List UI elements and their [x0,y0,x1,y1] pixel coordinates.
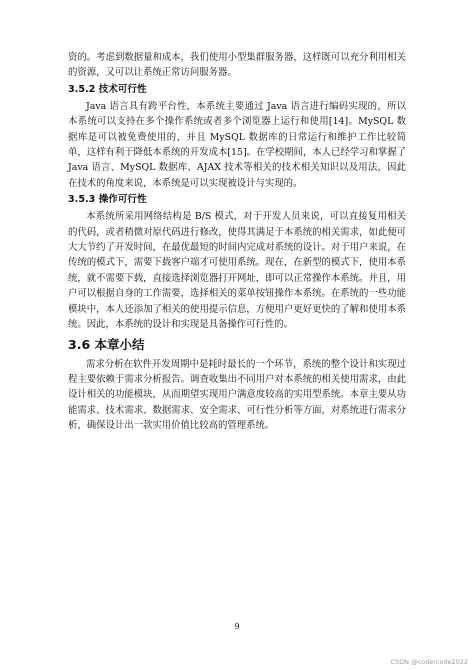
section-3-6-text: 需求分析在软件开发周期中是耗时最长的一个环节，系统的整个设计和实现过程主要依赖于需求分析报告。调查收集出不同用户对本系统的相关使用需求，由此设计相关的功能模块，从而期望实现用户满意度较高的实用型系统。本章主要从功能需求、技术需求、数据需求、安全需求、可行性分析等方面，对系统进行需求分析，确保设计出一款实用价值比较高的管理系统。 [68,358,406,432]
section-3-6-heading: 3.6 本章小结 [68,336,145,352]
csdn-watermark: CSDN @codercode2022 [390,658,468,666]
section-3-5-3-text: 本系统所采用网络结构是 B/S 模式，对于开发人员来说，可以直接复用相关的代码，或者稍微对原代码进行修改，使得其满足于本系统的相关需求，如此便可大大节约了开发时间，在最优最短的时间内完成对系统的设计。对于用户来说，在传统的模式下，需要下载客户端才可使用系统。现在，在新型的模式下，使用本系统，就不需要下载，直接选择浏览器打开网址，即可以正常操作本系统。并且，用户可以根据自身的工作需要，选择相关的菜单按钮操作本系统。在系统的一些功能模块中，本人还添加了相关的使用提示信息，方便用户更好更快的了解和使用本系统。因此，本系统的设计和实现是具备操作可行性的。 [68,211,406,331]
section-3-6-paragraph [68,357,406,434]
section-3-5-3-heading: 3.5.3 操作可行性 [68,194,147,206]
page-content [68,50,406,434]
section-3-5-2-text: Java 语言具有跨平台性，本系统主要通过 Java 语言进行编码实现的，所以本系统可以支持在多个操作系统或者多个浏览器上运行和使用[14]。MySQL 数据库是可以被免费使用的，并且 MySQL 数据库的日常运行和维护工作比较简单，这样有利于降低本系统的开发成本[15]。在学校期间，本人已经学习和掌握了 Java 语言、MySQL 数据库、AJAX 技术等相关的技术相关知识以及用法，因此在技术的角度来说，本系统是可以实现被设计与实现的。 [68,100,406,189]
intro-paragraph: 资的。考虑到数据量和成本，我们使用小型集群服务器，这样既可以充分利用相关的资源，又可以让系统正常访问服务器。 [68,52,406,79]
page-number: 9 [234,622,240,631]
section-3-5-2-paragraph [68,99,406,191]
section-3-5-3-paragraph [68,209,406,332]
section-3-5-2-heading: 3.5.2 技术可行性 [68,83,147,95]
